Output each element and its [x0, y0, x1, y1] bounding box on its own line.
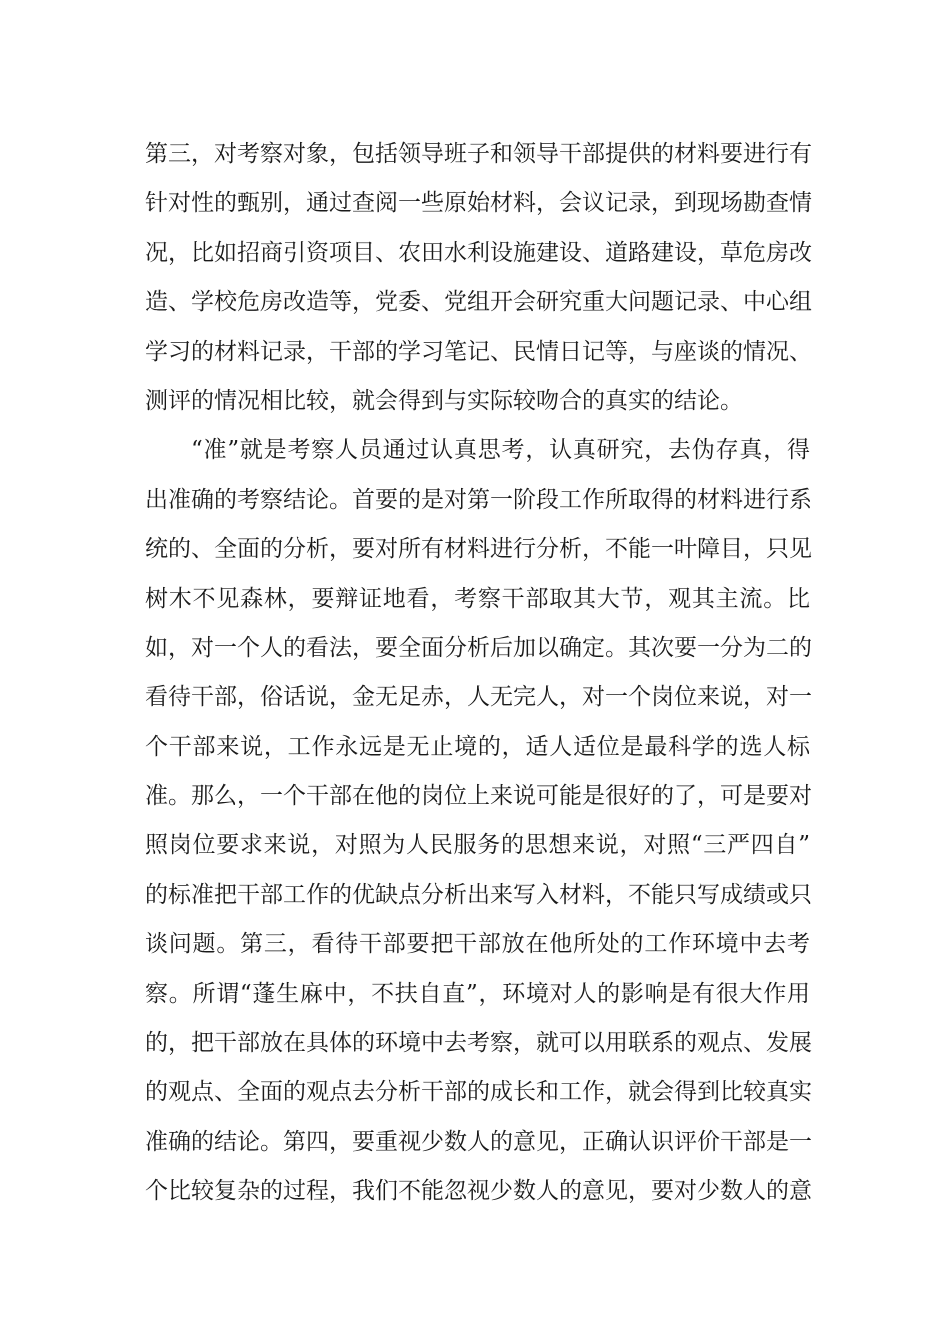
text-line: 看待干部，俗话说，金无足赤，人无完人，对一个岗位来说，对一 [145, 684, 812, 711]
text-line: 统的、全面的分析，要对所有材料进行分析，不能一叶障目，只见 [145, 536, 812, 563]
text-line: 树木不见森林，要辩证地看，考察干部取其大节，观其主流。比 [145, 585, 810, 612]
text-line: 照岗位要求来说，对照为人民服务的思想来说，对照“三严四自” [145, 832, 810, 859]
text-line: 个比较复杂的过程，我们不能忽视少数人的意见，要对少数人的意 [145, 1178, 812, 1205]
text-line: 如，对一个人的看法，要全面分析后加以确定。其次要一分为二的 [145, 634, 812, 661]
text-line: 的，把干部放在具体的环境中去考察，就可以用联系的观点、发展 [145, 1030, 812, 1057]
text-line: 的观点、全面的观点去分析干部的成长和工作，就会得到比较真实 [145, 1079, 812, 1106]
text-line: 学习的材料记录，干部的学习笔记、民情日记等，与座谈的情况、 [145, 338, 812, 365]
text-line: 针对性的甄别，通过查阅一些原始材料，会议记录，到现场勘查情 [145, 190, 812, 217]
body-text [145, 130, 810, 1217]
text-line: 个干部来说，工作永远是无止境的，适人适位是最科学的选人标 [145, 733, 810, 760]
text-line: 造、学校危房改造等，党委、党组开会研究重大问题记录、中心组 [145, 289, 812, 316]
text-line: 察。所谓“蓬生麻中，不扶自直”，环境对人的影响是有很大作用 [145, 980, 810, 1007]
text-line: “准”就是考察人员通过认真思考，认真研究，去伪存真，得 [191, 437, 810, 464]
text-line: 的标准把干部工作的优缺点分析出来写入材料，不能只写成绩或只 [145, 881, 812, 908]
text-line: 出准确的考察结论。首要的是对第一阶段工作所取得的材料进行系 [145, 486, 812, 513]
text-line: 第三，对考察对象，包括领导班子和领导干部提供的材料要进行有 [145, 141, 812, 167]
text-line: 准确的结论。第四，要重视少数人的意见，正确认识评价干部是一 [145, 1128, 812, 1155]
text-line: 谈问题。第三，看待干部要把干部放在他所处的工作环境中去考 [145, 931, 810, 958]
text-line: 测评的情况相比较，就会得到与实际较吻合的真实的结论。 [145, 387, 743, 414]
text-line: 准。那么，一个干部在他的岗位上来说可能是很好的了，可是要对 [145, 783, 812, 810]
text-line: 况，比如招商引资项目、农田水利设施建设、道路建设，草危房改 [145, 239, 812, 266]
